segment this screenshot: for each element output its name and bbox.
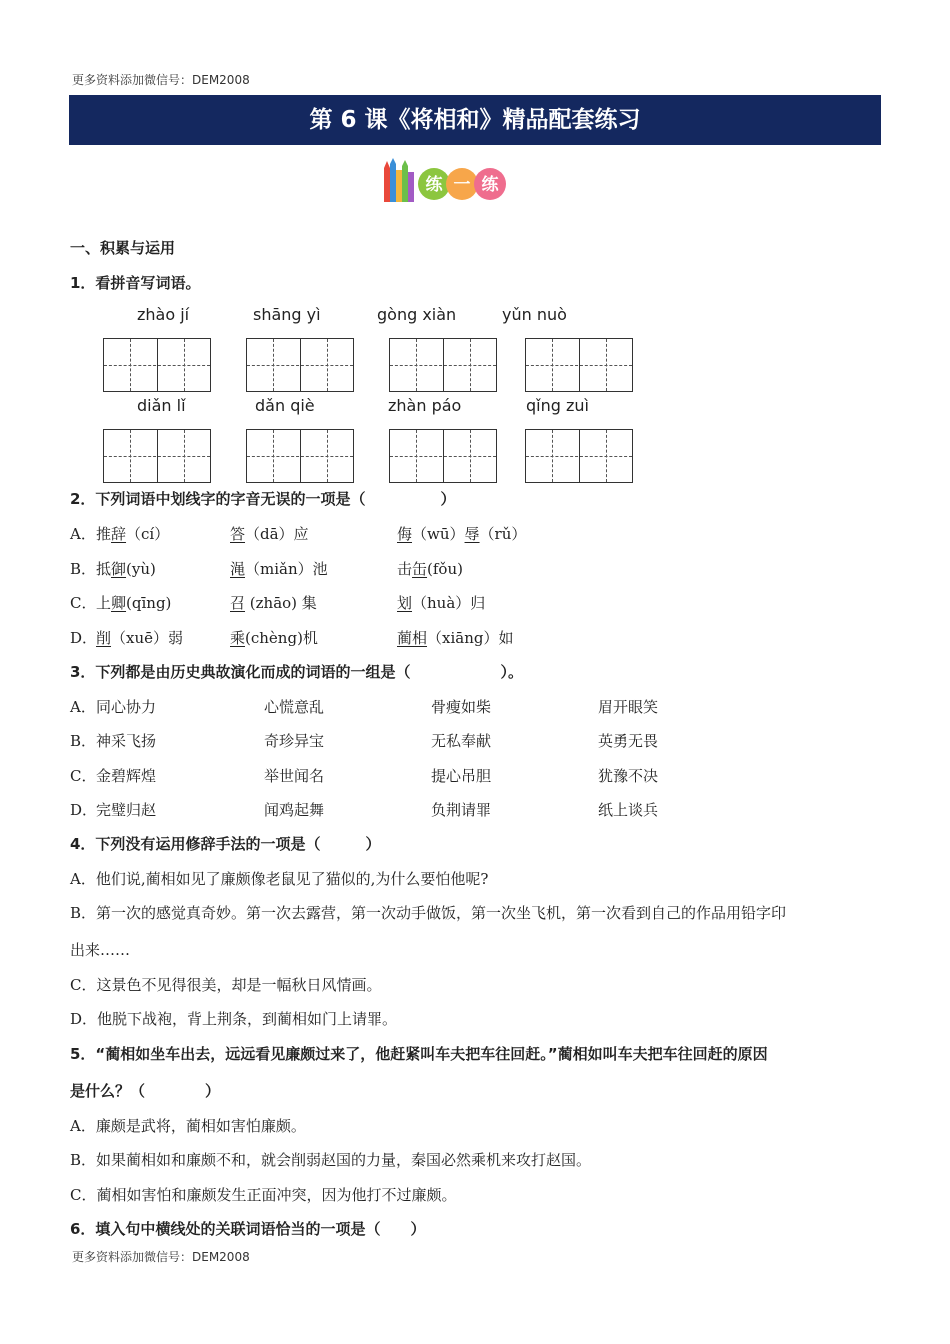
q3-option-a[interactable]: A． 同心协力 心慌意乱 骨瘦如柴 眉开眼笑 <box>70 698 659 716</box>
q5-prompt-cont: 是什么？（ ） <box>70 1082 221 1100</box>
q4-option-a[interactable]: A．他们说,蔺相如见了廉颇像老鼠见了猫似的,为什么要怕他呢? <box>70 870 489 888</box>
q5-option-b[interactable]: B．如果蔺相如和廉颇不和，就会削弱赵国的力量，秦国必然乘机来攻打赵国。 <box>70 1151 592 1169</box>
writing-grid[interactable] <box>103 429 211 483</box>
q2-option-c[interactable]: C． 上卿(qīng) 召 (zhāo) 集 划（huà）归 <box>70 594 486 612</box>
pinyin-label: qǐng zuì <box>526 396 589 415</box>
pinyin-label: yǔn nuò <box>502 305 567 324</box>
q2-prompt: 2．下列词语中划线字的字音无误的一项是（ ） <box>70 490 456 508</box>
writing-grid[interactable] <box>246 338 354 392</box>
writing-grid[interactable] <box>389 429 497 483</box>
q3-option-b[interactable]: B． 神采飞扬 奇珍异宝 无私奉献 英勇无畏 <box>70 732 659 750</box>
q1-prompt: 1．看拼音写词语。 <box>70 274 201 292</box>
pinyin-label: zhào jí <box>137 305 190 324</box>
pinyin-label: diǎn lǐ <box>137 396 186 415</box>
practice-badge <box>382 158 512 204</box>
q2-option-a[interactable]: A． 推辞（cí） 答（dā）应 侮（wū）辱（rǔ） <box>70 525 527 543</box>
q4-option-d[interactable]: D．他脱下战袍，背上荆条，到蔺相如门上请罪。 <box>70 1010 398 1028</box>
q2-option-d[interactable]: D． 削（xuē）弱 乘(chèng)机 蔺相（xiāng）如 <box>70 629 514 647</box>
pinyin-label: gòng xiàn <box>377 305 457 324</box>
q6-prompt: 6．填入句中横线处的关联词语恰当的一项是（ ） <box>70 1220 426 1238</box>
q3-prompt: 3．下列都是由历史典故演化而成的词语的一组是（ ）。 <box>70 663 523 681</box>
writing-grid[interactable] <box>525 429 633 483</box>
q4-option-c[interactable]: C．这景色不见得很美，却是一幅秋日风情画。 <box>70 976 382 994</box>
q4-prompt: 4．下列没有运用修辞手法的一项是（ ） <box>70 835 381 853</box>
badge-char: 一 <box>453 175 471 195</box>
q4-option-b[interactable]: B．第一次的感觉真奇妙。第一次去露营，第一次动手做饭，第一次坐飞机，第一次看到自己的作品用铅字印 <box>70 904 787 922</box>
footer-note: 更多资料添加微信号：DEM2008 <box>72 1250 250 1264</box>
writing-grid[interactable] <box>389 338 497 392</box>
writing-grid[interactable] <box>525 338 633 392</box>
q5-option-a[interactable]: A．廉颇是武将，蔺相如害怕廉颇。 <box>70 1117 306 1135</box>
page-title: 第 6 课《将相和》精品配套练习 <box>69 95 881 145</box>
q5-option-c[interactable]: C．蔺相如害怕和廉颇发生正面冲突，因为他打不过廉颇。 <box>70 1186 457 1204</box>
pinyin-label: shāng yì <box>253 305 321 324</box>
pinyin-label: zhàn páo <box>388 396 462 415</box>
q5-prompt: 5．“蔺相如坐车出去，远远看见廉颇过来了，他赶紧叫车夫把车往回赶。”蔺相如叫车夫把车往回赶的原因 <box>70 1045 768 1063</box>
section-heading: 一、积累与运用 <box>70 239 176 257</box>
writing-grid[interactable] <box>103 338 211 392</box>
q3-option-c[interactable]: C． 金碧辉煌 举世闻名 提心吊胆 犹豫不决 <box>70 767 659 785</box>
badge-char: 练 <box>425 175 443 195</box>
writing-grid[interactable] <box>246 429 354 483</box>
pinyin-label: dǎn qiè <box>255 396 315 415</box>
header-note: 更多资料添加微信号：DEM2008 <box>72 73 250 87</box>
q3-option-d[interactable]: D． 完璧归赵 闻鸡起舞 负荆请罪 纸上谈兵 <box>70 801 659 819</box>
badge-char: 练 <box>481 175 499 195</box>
q2-option-b[interactable]: B． 抵御(yù) 渑（miǎn）池 击缶(fǒu) <box>70 560 463 578</box>
q4-option-b-cont: 出来…… <box>70 941 131 959</box>
pencil-building-icon <box>384 158 414 202</box>
